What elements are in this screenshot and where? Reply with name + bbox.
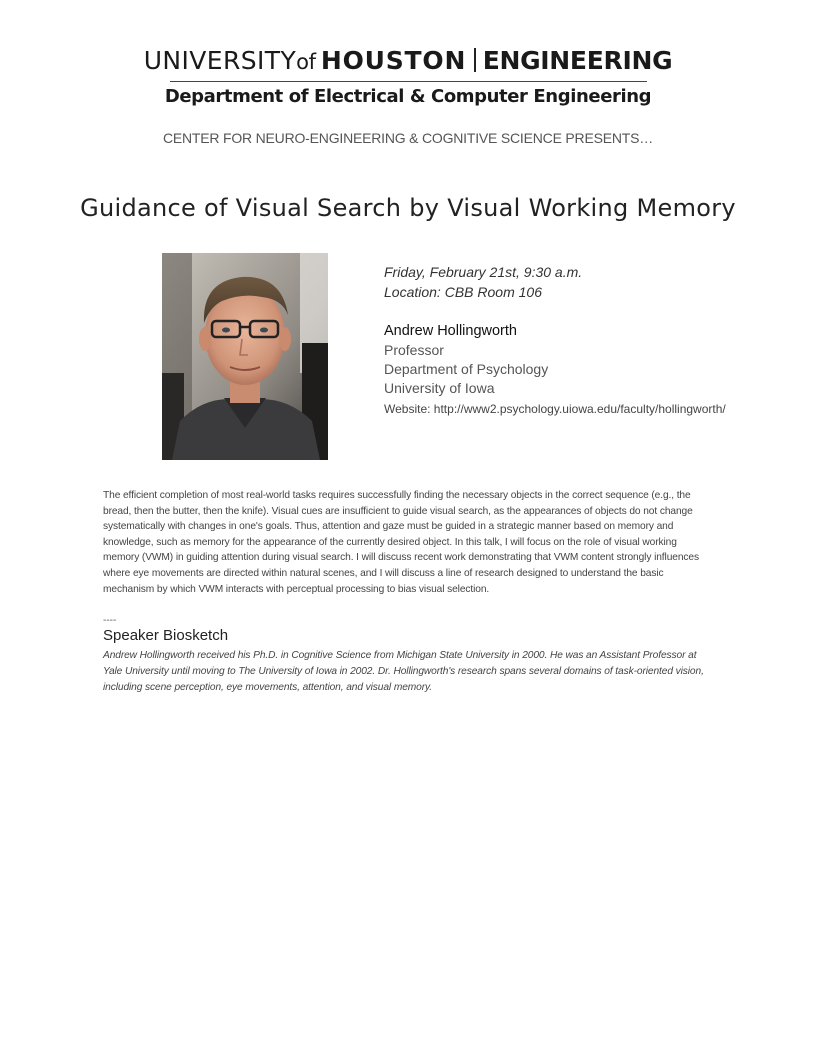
- speaker-name: Andrew Hollingworth: [384, 323, 517, 339]
- logo-university-text: UNIVERSITY: [143, 46, 297, 75]
- biosketch-heading: Speaker Biosketch: [103, 627, 229, 644]
- event-info: [384, 262, 804, 419]
- section-separator: ----: [103, 615, 117, 626]
- logo-divider: [474, 48, 476, 72]
- logo-engineering-text: ENGINEERING: [482, 46, 673, 75]
- speaker-university: University of Iowa: [384, 380, 495, 396]
- logo-of-text: of: [296, 50, 316, 74]
- logo-houston-text: HOUSTON: [320, 46, 467, 75]
- presenter-line: CENTER FOR NEURO-ENGINEERING & COGNITIVE SCIENCE PRESENTS…: [162, 130, 654, 146]
- event-location: Location: CBB Room 106: [384, 284, 542, 300]
- logo-underline: [170, 81, 647, 82]
- biosketch-text: Andrew Hollingworth received his Ph.D. in Cognitive Science from Michigan State University in 2000. He was an Assistant Professor at Yale University until moving to The University of Iowa in 2002. Dr. Hollingworth's research spans several domains of task-oriented vision, including scene perception, eye movements, attention, and visual memory.: [103, 650, 704, 693]
- talk-title: Guidance of Visual Search by Visual Working Memory: [80, 194, 736, 222]
- speaker-department: Department of Psychology: [384, 361, 549, 377]
- event-date-time: Friday, February 21st, 9:30 a.m.: [384, 264, 583, 280]
- speaker-website-link[interactable]: Website: http://www2.psychology.uiowa.edu/faculty/hollingworth/: [384, 402, 726, 416]
- speaker-position: Professor: [384, 342, 444, 358]
- speaker-photo: [162, 253, 328, 460]
- department-title: Department of Electrical & Computer Engineering: [164, 86, 652, 107]
- talk-abstract: The efficient completion of most real-world tasks requires successfully finding the necessary objects in the correct sequence (e.g., the bread, then the butter, then the knife). Visual cues are insufficient to guide visual search, as the appearances of objects do not change systematically with changes in one's goals. Thus, attention and gaze must be guided in a strategic manner based on memory and knowledge, such as memory for the appearance of the currently desired object. In this talk, I will focus on the role of visual working memory (VWM) in guiding attention during visual search. I will discuss recent work demonstrating that VWM content strongly influences where eye movements are directed within natural scenes, and I will discuss a line of research designed to understand the basic mechanism by which VWM interacts with perceptual processing to bias visual selection.: [103, 490, 699, 595]
- university-logo: [0, 48, 816, 74]
